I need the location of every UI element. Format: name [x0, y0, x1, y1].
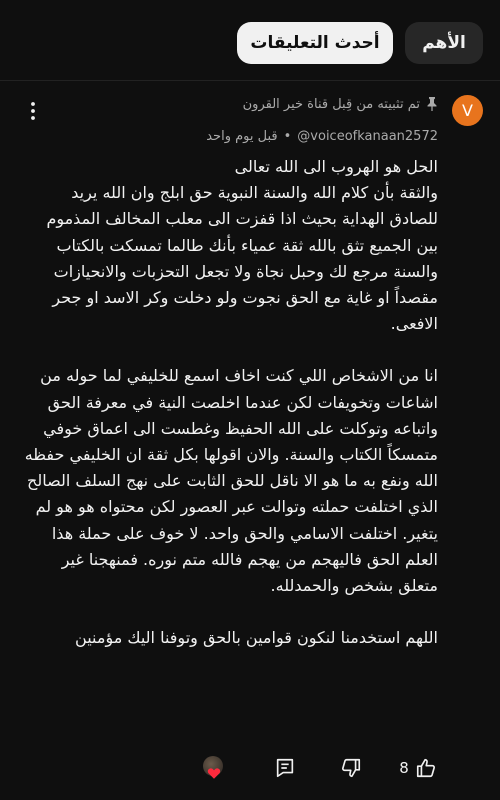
tab-top-comments-label: الأهم	[422, 33, 466, 53]
comment-time: قبل يوم واحد	[206, 128, 278, 144]
more-vert-icon[interactable]	[26, 100, 40, 122]
dislike-button[interactable]	[336, 754, 366, 782]
comment-body	[20, 154, 438, 651]
comment-actions	[0, 754, 500, 784]
creator-heart-button[interactable]	[198, 754, 228, 782]
sort-tabs	[0, 22, 500, 66]
pinned-indicator	[180, 94, 438, 114]
pin-icon	[426, 97, 438, 111]
header-divider	[0, 80, 500, 81]
comment-paragraph: انا من الاشخاص اللي كنت اخاف اسمع للخليفي لما حوله من اشاعات وتخويفات لكن عندما اخلصت النية في معرفة الحق واتباعه وتوكلت على الله الحفيظ وغطست الى اعماق خوفي متمسكاً الكتاب والسنة. والان اقولها بكل ثقة ان الخليفي حفظه الله ونفع به ما هو الا ناقل للحق الثابت على نهج السلف الصالح الذي اختلفت حملته وتوالت عبر العصور لكن محتواه هو هو لم يتغير. اختلفت الاسامي والحق واحد. لا خوف على حملة هذا العلم الحق فاليهجم من يهجم فالله متم نوره. فمنهجنا غير متعلق بشخص والحمدلله.	[24, 366, 438, 596]
meta-separator: •	[283, 128, 292, 144]
thumbs-up-icon	[415, 757, 437, 779]
author-handle[interactable]: @voiceofkanaan2572	[297, 128, 438, 144]
thumbs-down-icon	[340, 757, 362, 779]
reply-icon	[274, 757, 296, 779]
comment-paragraph: الحل هو الهروب الى الله تعالى والثقة بأن كلام الله والسنة النبوية حق ابلج وان الله يريد للصادق الهداية بحيث اذا قفزت الى معلب المخالف المذموم بين الجميع تثق بالله ثقة عمياء بأنك طالما تمسكت بالكتاب والسنة مرجع لك وحبل نجاة ولا تجعل التحزبات والانحيازات مقصداً او غاية مع الحق نجوت ولو دخلت وكر الاسد او جحر الافعى.	[46, 157, 438, 334]
like-count: 8	[399, 759, 409, 777]
tab-newest-comments[interactable]	[237, 22, 393, 64]
reply-button[interactable]	[270, 754, 300, 782]
tab-newest-comments-label: أحدث التعليقات	[250, 33, 380, 53]
tab-top-comments[interactable]	[405, 22, 483, 64]
creator-heart-icon	[207, 766, 221, 780]
avatar-letter: V	[462, 101, 473, 120]
comment-meta	[160, 126, 438, 146]
comment-paragraph: اللهم استخدمنا لنكون قوامين بالحق وتوفنا اليك مؤمنين	[75, 628, 438, 648]
pinned-label: تم تثبيته من قِبل قناة خير القرون	[242, 96, 420, 112]
author-avatar[interactable]	[452, 95, 483, 126]
like-button[interactable]	[396, 754, 440, 782]
